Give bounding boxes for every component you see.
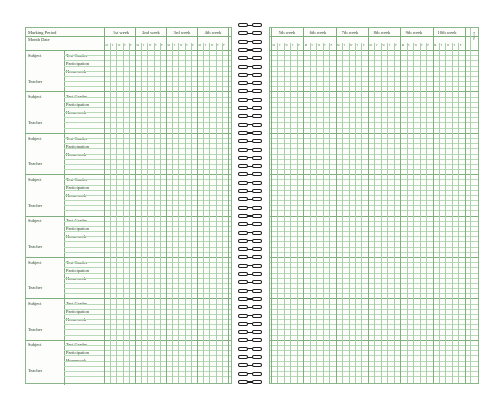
- binding-ring: [236, 22, 264, 28]
- week-column-divider: [400, 28, 401, 383]
- row-label-homework: Homework: [66, 193, 87, 198]
- ring-loop-right: [252, 189, 262, 193]
- ring-loop-right: [252, 239, 262, 243]
- day-column-divider: [147, 43, 148, 383]
- day-column-divider: [290, 43, 291, 383]
- teacher-label: Teacher: [28, 161, 43, 166]
- day-letter: W: [317, 44, 321, 47]
- week-7-header: 7th week: [341, 30, 359, 35]
- ring-loop-right: [252, 156, 262, 160]
- day-letter: M: [105, 44, 108, 47]
- month-date-label: Month Date: [28, 37, 50, 42]
- day-letter: T: [278, 44, 281, 47]
- header-divider: [26, 36, 231, 37]
- day-column-divider: [355, 43, 359, 383]
- day-letter: T: [324, 44, 326, 47]
- subject-label: Subject: [28, 260, 42, 265]
- ring-loop-right: [252, 289, 262, 293]
- binding-ring: [236, 238, 264, 244]
- week-column-divider: [197, 28, 198, 383]
- ring-loop-right: [252, 363, 262, 367]
- ring-loop-right: [252, 114, 262, 118]
- row-label-test-grades: Test Grades: [66, 301, 88, 306]
- day-column-divider: [316, 43, 317, 383]
- ring-loop-right: [252, 206, 262, 210]
- ring-loop-right: [252, 214, 262, 218]
- day-column-divider: [222, 43, 223, 383]
- day-column-divider: [387, 43, 388, 383]
- binding-ring: [236, 180, 264, 186]
- header-divider: [270, 36, 478, 37]
- day-column-divider: [381, 43, 385, 383]
- day-letter: F: [330, 44, 333, 47]
- day-letter: F: [395, 44, 397, 47]
- row-label-participation: Participation: [66, 102, 89, 107]
- day-letter: F: [161, 44, 163, 47]
- day-letter: M: [167, 44, 170, 47]
- day-column-divider: [420, 43, 421, 383]
- row-label-participation: Participation: [66, 309, 89, 314]
- binding-ring: [236, 246, 264, 252]
- day-letter: M: [337, 44, 340, 47]
- row-label-homework: Homework: [66, 276, 87, 281]
- week-6-header: 6th week: [309, 30, 327, 35]
- binding-ring: [236, 321, 264, 327]
- day-letter: T: [343, 44, 346, 47]
- row-label-participation: Participation: [66, 185, 89, 190]
- day-column-divider: [439, 43, 443, 383]
- day-column-divider: [361, 43, 365, 383]
- ring-loop-right: [252, 338, 262, 342]
- ring-loop-right: [252, 347, 262, 351]
- day-letter: W: [117, 44, 121, 47]
- binding-ring: [236, 296, 264, 302]
- day-letter: M: [198, 44, 201, 47]
- week-column-divider: [303, 28, 304, 383]
- row-label-homework: Homework: [66, 69, 87, 74]
- binding-ring: [236, 279, 264, 285]
- week-column-divider: [465, 28, 466, 383]
- subject-label: Subject: [28, 177, 42, 182]
- day-letter: T: [453, 44, 455, 47]
- day-column-divider: [310, 43, 311, 383]
- row-label-test-grades: Test Grades: [66, 260, 88, 265]
- teacher-label: Teacher: [28, 327, 43, 332]
- binding-ring: [236, 97, 264, 103]
- day-column-divider: [452, 43, 453, 383]
- binding-ring: [236, 304, 264, 310]
- week-column-divider: [135, 28, 136, 383]
- total-column-label: TOTAL: [472, 32, 475, 41]
- binding-ring: [236, 113, 264, 119]
- ring-loop-right: [252, 123, 262, 127]
- ring-loop-right: [252, 264, 262, 268]
- ring-loop-right: [252, 172, 262, 176]
- day-column-divider: [445, 43, 446, 383]
- subject-label: Subject: [28, 342, 42, 347]
- row-label-participation: Participation: [66, 268, 89, 273]
- row-label-test-grades: Test Grades: [66, 177, 88, 182]
- day-letter: W: [148, 44, 152, 47]
- binding-ring: [236, 122, 264, 128]
- row-label-homework: Homework: [66, 152, 87, 157]
- binding-ring: [236, 130, 264, 136]
- ring-loop-right: [252, 280, 262, 284]
- day-column-divider: [297, 43, 298, 383]
- day-letter: M: [272, 44, 275, 47]
- ring-loop-right: [252, 89, 262, 93]
- ring-loop-right: [252, 56, 262, 60]
- binding-ring: [236, 105, 264, 111]
- week-column-divider: [368, 28, 372, 383]
- binding-ring: [236, 313, 264, 319]
- ring-loop-right: [252, 247, 262, 251]
- ring-loop-right: [252, 314, 262, 318]
- binding-ring: [236, 163, 264, 169]
- day-letter: M: [401, 44, 404, 47]
- ring-loop-right: [252, 65, 262, 69]
- subject-label: Subject: [28, 136, 42, 141]
- binding-ring: [236, 80, 264, 86]
- week-column-divider: [271, 28, 272, 383]
- day-letter: W: [350, 44, 353, 47]
- day-column-divider: [458, 43, 462, 383]
- day-letter: F: [459, 44, 462, 47]
- day-letter: F: [298, 44, 300, 47]
- day-letter: M: [434, 44, 437, 47]
- subject-label: Subject: [28, 218, 42, 223]
- week-column-divider: [336, 28, 340, 383]
- binding-ring: [236, 205, 264, 211]
- day-column-divider: [216, 43, 217, 383]
- day-column-divider: [342, 43, 343, 383]
- day-letter: F: [427, 44, 429, 47]
- ring-loop-right: [252, 73, 262, 77]
- day-letter: W: [210, 44, 214, 47]
- day-column-divider: [323, 43, 324, 383]
- teacher-label: Teacher: [28, 285, 43, 290]
- ring-loop-right: [252, 48, 262, 52]
- ring-loop-right: [252, 81, 262, 85]
- day-column-divider: [277, 43, 278, 383]
- day-letter: T: [142, 44, 145, 47]
- ring-loop-right: [252, 197, 262, 201]
- binding-ring: [236, 171, 264, 177]
- binding-ring: [236, 221, 264, 227]
- week-4-header: 4th week: [204, 30, 222, 35]
- binding-ring: [236, 64, 264, 70]
- ring-loop-right: [252, 181, 262, 185]
- binding-ring: [236, 362, 264, 368]
- day-letter: W: [179, 44, 183, 47]
- row-label-test-grades: Test Grades: [66, 94, 88, 99]
- binding-ring: [236, 47, 264, 53]
- day-letter: T: [217, 44, 219, 47]
- day-letter: M: [369, 44, 372, 47]
- teacher-label: Teacher: [28, 244, 43, 249]
- row-label-participation: Participation: [66, 226, 89, 231]
- day-letter: T: [421, 44, 423, 47]
- binding-ring: [236, 72, 264, 78]
- row-label-homework: Homework: [66, 317, 87, 322]
- week-column-divider: [166, 28, 167, 383]
- day-column-divider: [203, 43, 204, 383]
- row-label-participation: Participation: [66, 350, 89, 355]
- day-column-divider: [413, 43, 414, 383]
- binding-ring: [236, 88, 264, 94]
- day-letter: T: [388, 44, 391, 47]
- day-column-divider: [154, 43, 155, 383]
- day-letter: T: [186, 44, 188, 47]
- subject-label: Subject: [28, 301, 42, 306]
- week-column-divider: [104, 28, 105, 383]
- day-column-divider: [160, 43, 161, 383]
- day-letter: T: [440, 44, 443, 47]
- day-letter: F: [223, 44, 225, 47]
- ring-loop-right: [252, 322, 262, 326]
- row-label-homework: Homework: [66, 358, 87, 363]
- row-label-homework: Homework: [66, 110, 87, 115]
- ring-loop-right: [252, 272, 262, 276]
- day-column-divider: [284, 43, 288, 383]
- binding-ring: [236, 337, 264, 343]
- subject-label: Subject: [28, 53, 42, 58]
- week-column-divider: [433, 28, 437, 383]
- teacher-label: Teacher: [28, 79, 43, 84]
- ring-loop-right: [252, 23, 262, 27]
- ring-loop-right: [252, 106, 262, 110]
- day-letter: F: [192, 44, 194, 47]
- week-3-header: 3rd week: [173, 30, 191, 35]
- day-column-divider: [394, 43, 395, 383]
- week-9-header: 9th week: [405, 30, 423, 35]
- day-letter: T: [204, 44, 207, 47]
- day-column-divider: [374, 43, 375, 383]
- day-letter: M: [304, 44, 308, 47]
- ring-loop-right: [252, 255, 262, 259]
- ring-loop-right: [252, 40, 262, 44]
- day-letter: W: [414, 44, 418, 47]
- teacher-label: Teacher: [28, 368, 43, 373]
- week-10-header: 10th week: [437, 30, 457, 35]
- day-letter: T: [356, 44, 359, 47]
- binding-ring: [236, 39, 264, 45]
- day-column-divider: [426, 43, 427, 383]
- ring-loop-right: [252, 131, 262, 135]
- binding-ring: [236, 371, 264, 377]
- binding-ring: [236, 147, 264, 153]
- ring-loop-right: [252, 297, 262, 301]
- day-letter: T: [375, 44, 378, 47]
- binding-ring: [236, 138, 264, 144]
- ring-loop-right: [252, 305, 262, 309]
- day-column-divider: [123, 43, 124, 383]
- day-column-divider: [141, 43, 142, 383]
- binding-ring: [236, 354, 264, 360]
- day-letter: F: [130, 44, 132, 47]
- ring-loop-right: [252, 231, 262, 235]
- ring-loop-right: [252, 98, 262, 102]
- binding-ring: [236, 30, 264, 36]
- teacher-label: Teacher: [28, 120, 43, 125]
- ring-loop-right: [252, 139, 262, 143]
- day-column-divider: [172, 43, 173, 383]
- day-letter: T: [291, 44, 294, 47]
- subject-label: Subject: [28, 94, 42, 99]
- binding-ring: [236, 213, 264, 219]
- day-column-divider: [185, 43, 186, 383]
- binding-ring: [236, 346, 264, 352]
- teacher-label: Teacher: [28, 203, 43, 208]
- binding-ring: [236, 254, 264, 260]
- binding-ring: [236, 288, 264, 294]
- week-column-divider: [228, 28, 229, 383]
- ring-loop-right: [252, 31, 262, 35]
- marking-period-label: Marking Period: [28, 30, 57, 35]
- week-5-header: 5th week: [278, 30, 296, 35]
- day-column-divider: [209, 43, 210, 383]
- binding-ring: [236, 271, 264, 277]
- binding-ring: [236, 230, 264, 236]
- binding-ring: [236, 188, 264, 194]
- binding-ring: [236, 55, 264, 61]
- day-column-divider: [129, 43, 130, 383]
- ring-loop-right: [252, 164, 262, 168]
- binding-ring: [236, 196, 264, 202]
- row-label-test-grades: Test Grades: [66, 218, 88, 223]
- day-letter: W: [285, 44, 288, 47]
- day-column-divider: [110, 43, 111, 383]
- row-label-homework: Homework: [66, 234, 87, 239]
- row-label-test-grades: Test Grades: [66, 136, 88, 141]
- spiral-binding: [235, 22, 265, 390]
- binding-ring: [236, 379, 264, 385]
- day-letter: F: [362, 44, 365, 47]
- day-letter: T: [111, 44, 114, 47]
- day-column-divider: [178, 43, 179, 383]
- row-label-participation: Participation: [66, 144, 89, 149]
- week-8-header: 8th week: [373, 30, 391, 35]
- row-label-test-grades: Test Grades: [66, 53, 88, 58]
- week-1-header: 1st week: [112, 30, 130, 35]
- ring-loop-right: [252, 222, 262, 226]
- week-2-header: 2nd week: [142, 30, 160, 35]
- day-letter: W: [382, 44, 385, 47]
- ring-loop-right: [252, 330, 262, 334]
- row-label-test-grades: Test Grades: [66, 342, 88, 347]
- left-grade-page: [25, 27, 232, 384]
- day-letter: T: [311, 44, 313, 47]
- ring-loop-right: [252, 372, 262, 376]
- day-column-divider: [116, 43, 117, 383]
- day-letter: T: [124, 44, 126, 47]
- day-column-divider: [191, 43, 192, 383]
- row-label-participation: Participation: [66, 61, 89, 66]
- day-letter: T: [155, 44, 157, 47]
- total-column-divider: [470, 28, 471, 383]
- binding-ring: [236, 155, 264, 161]
- ring-loop-right: [252, 148, 262, 152]
- binding-ring: [236, 329, 264, 335]
- ring-loop-right: [252, 380, 262, 384]
- day-letter: M: [136, 44, 139, 47]
- day-column-divider: [407, 43, 408, 383]
- ring-loop-right: [252, 355, 262, 359]
- day-column-divider: [349, 43, 353, 383]
- day-letter: T: [408, 44, 410, 47]
- day-letter: T: [173, 44, 176, 47]
- binding-ring: [236, 263, 264, 269]
- day-column-divider: [329, 43, 333, 383]
- day-letter: W: [446, 44, 450, 47]
- right-grade-page: [269, 27, 479, 384]
